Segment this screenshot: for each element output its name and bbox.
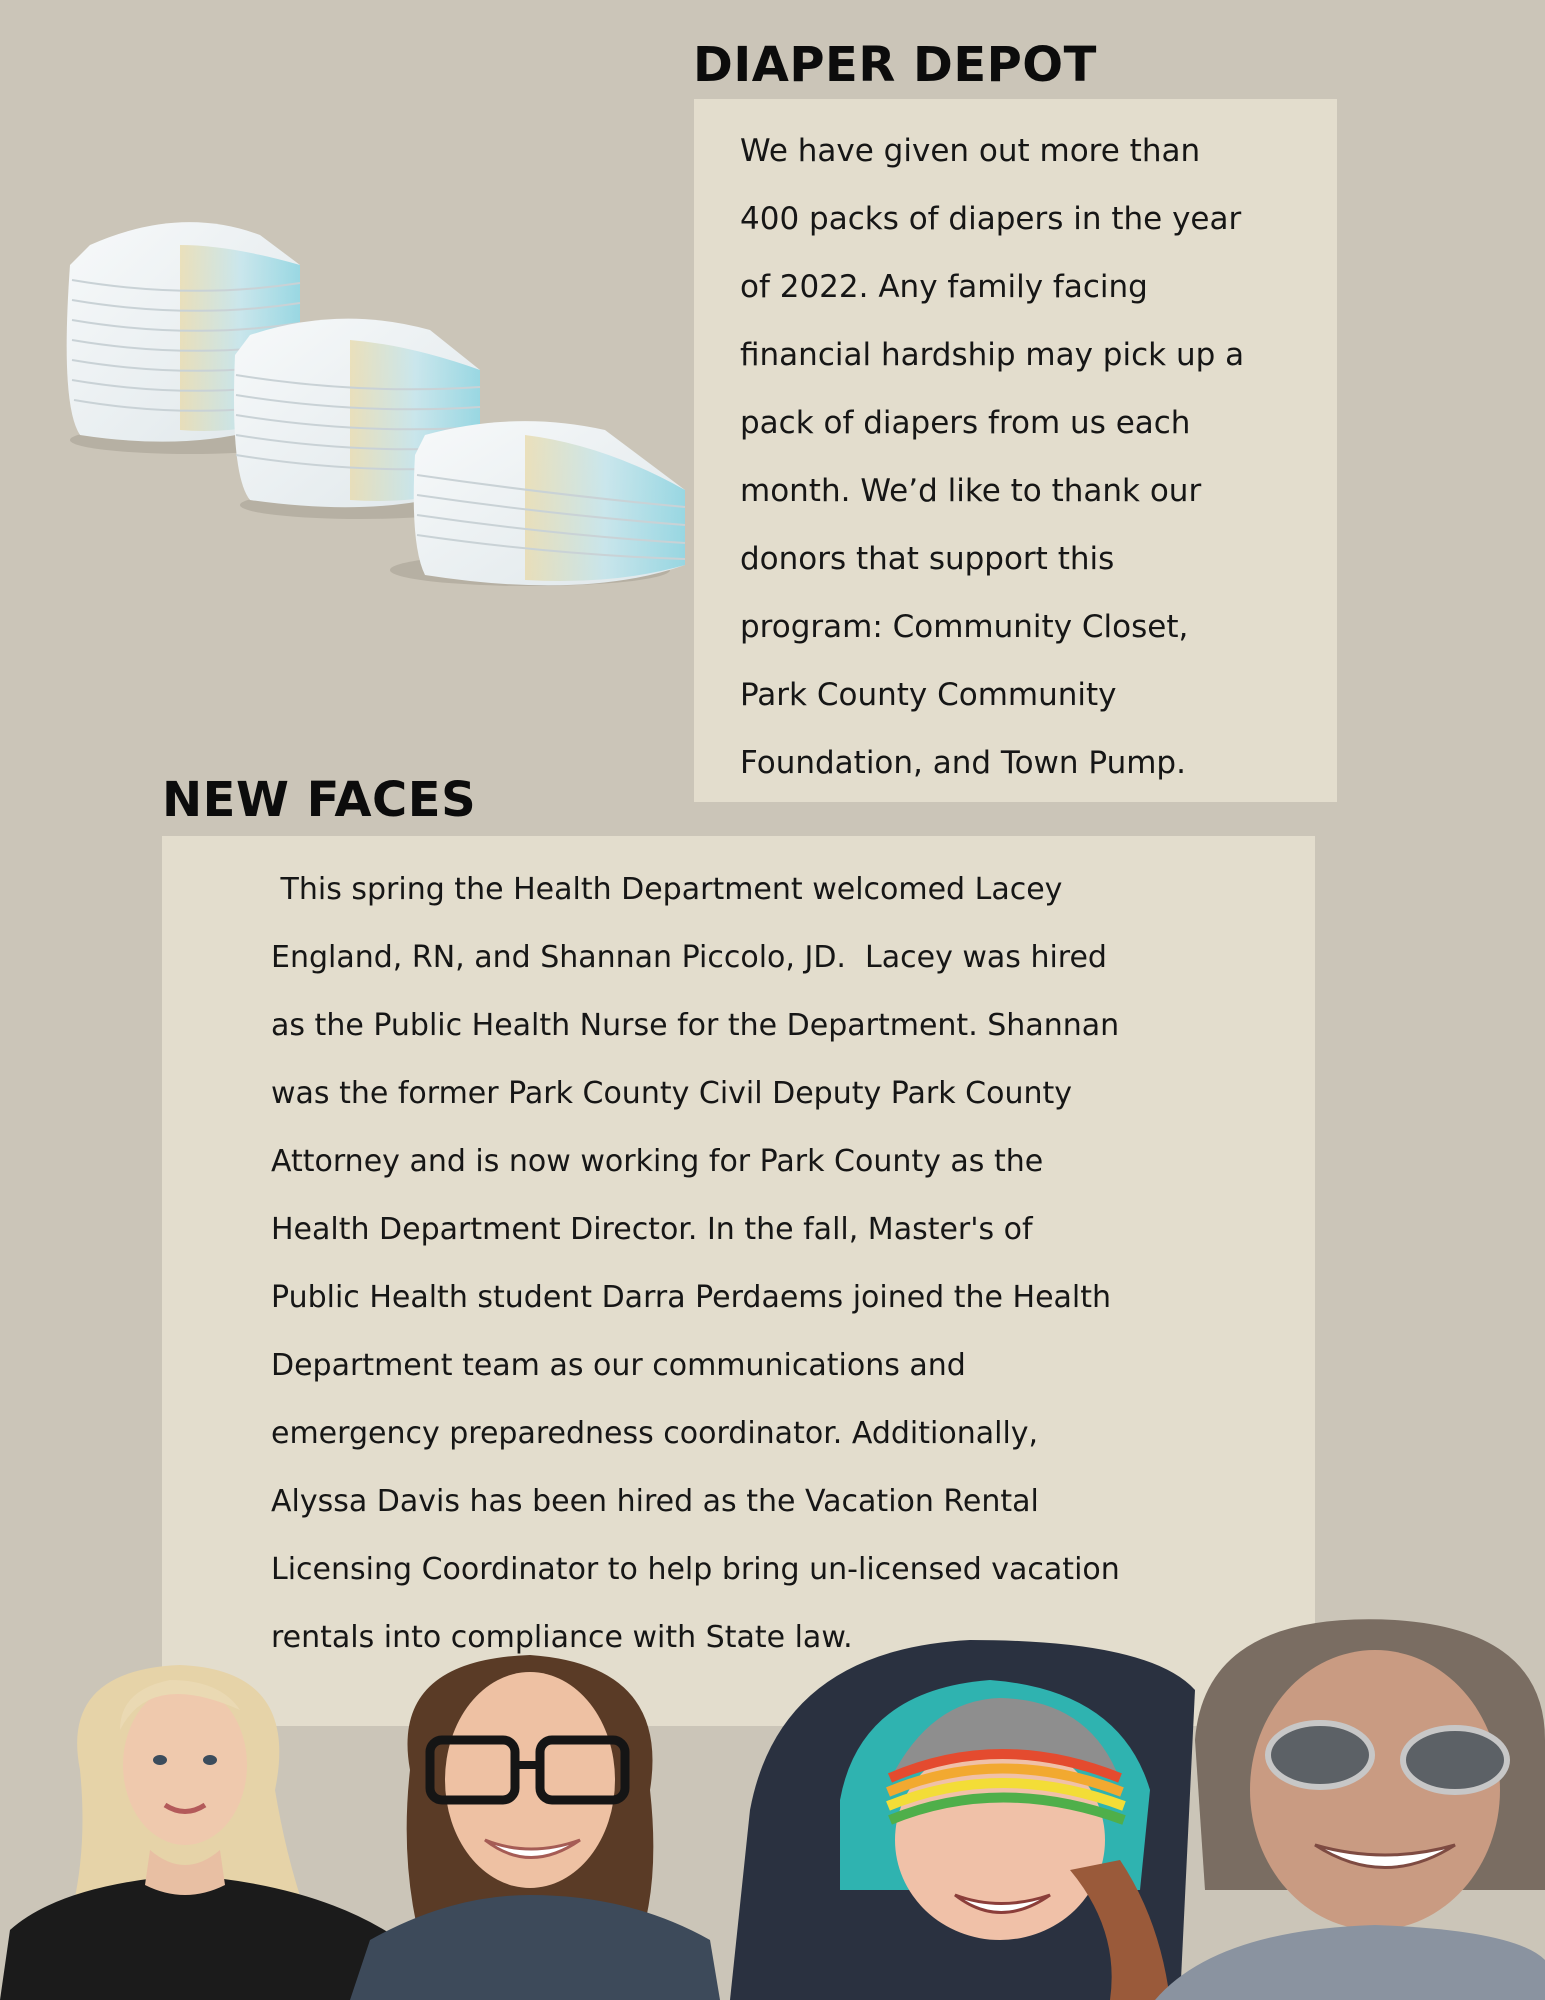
faces-text-line: was the former Park County Civil Deputy Park County [271, 1076, 1073, 1111]
faces-text-line: as the Public Health Nurse for the Department. Shannan [271, 1008, 1120, 1043]
staff-photo-woman-sunglasses [1135, 1590, 1545, 2000]
faces-text-line: emergency preparedness coordinator. Additionally, [271, 1416, 1039, 1451]
faces-text-line: Attorney and is now working for Park County as the [271, 1144, 1044, 1179]
diaper-text-line: pack of diapers from us each [740, 405, 1191, 441]
faces-text-line: Alyssa Davis has been hired as the Vacation Rental [271, 1484, 1039, 1519]
diaper-text-line: We have given out more than [740, 133, 1201, 169]
diaper-stacks-image [60, 205, 730, 605]
new-faces-heading: NEW FACES [162, 772, 477, 828]
diaper-depot-text [740, 117, 1325, 797]
faces-text-line: rentals into compliance with State law. [271, 1620, 853, 1655]
diaper-depot-heading: DIAPER DEPOT [693, 37, 1097, 93]
diaper-text-line: Foundation, and Town Pump. [740, 745, 1186, 781]
diaper-text-line: Park County Community [740, 677, 1117, 713]
faces-text-line: England, RN, and Shannan Piccolo, JD. Lacey was hired [271, 940, 1107, 975]
diaper-text-line: program: Community Closet, [740, 609, 1189, 645]
staff-photo-woman-rainbow-hat [690, 1630, 1210, 2000]
faces-text-line: Licensing Coordinator to help bring un-licensed vacation [271, 1552, 1120, 1587]
diaper-text-line: month. We’d like to thank our [740, 473, 1202, 509]
new-faces-text [271, 856, 1285, 1672]
faces-text-line: Department team as our communications and [271, 1348, 966, 1383]
diaper-text-line: financial hardship may pick up a [740, 337, 1245, 373]
diaper-text-line: of 2022. Any family facing [740, 269, 1148, 305]
faces-text-line: Public Health student Darra Perdaems joined the Health [271, 1280, 1112, 1315]
faces-text-line: Health Department Director. In the fall, Master's of [271, 1212, 1033, 1247]
diaper-text-line: donors that support this [740, 541, 1115, 577]
faces-text-line: This spring the Health Department welcomed Lacey [271, 872, 1063, 907]
staff-photo-woman-glasses [350, 1640, 720, 2000]
diaper-depot-panel [694, 99, 1337, 802]
diaper-text-line: 400 packs of diapers in the year [740, 201, 1242, 237]
